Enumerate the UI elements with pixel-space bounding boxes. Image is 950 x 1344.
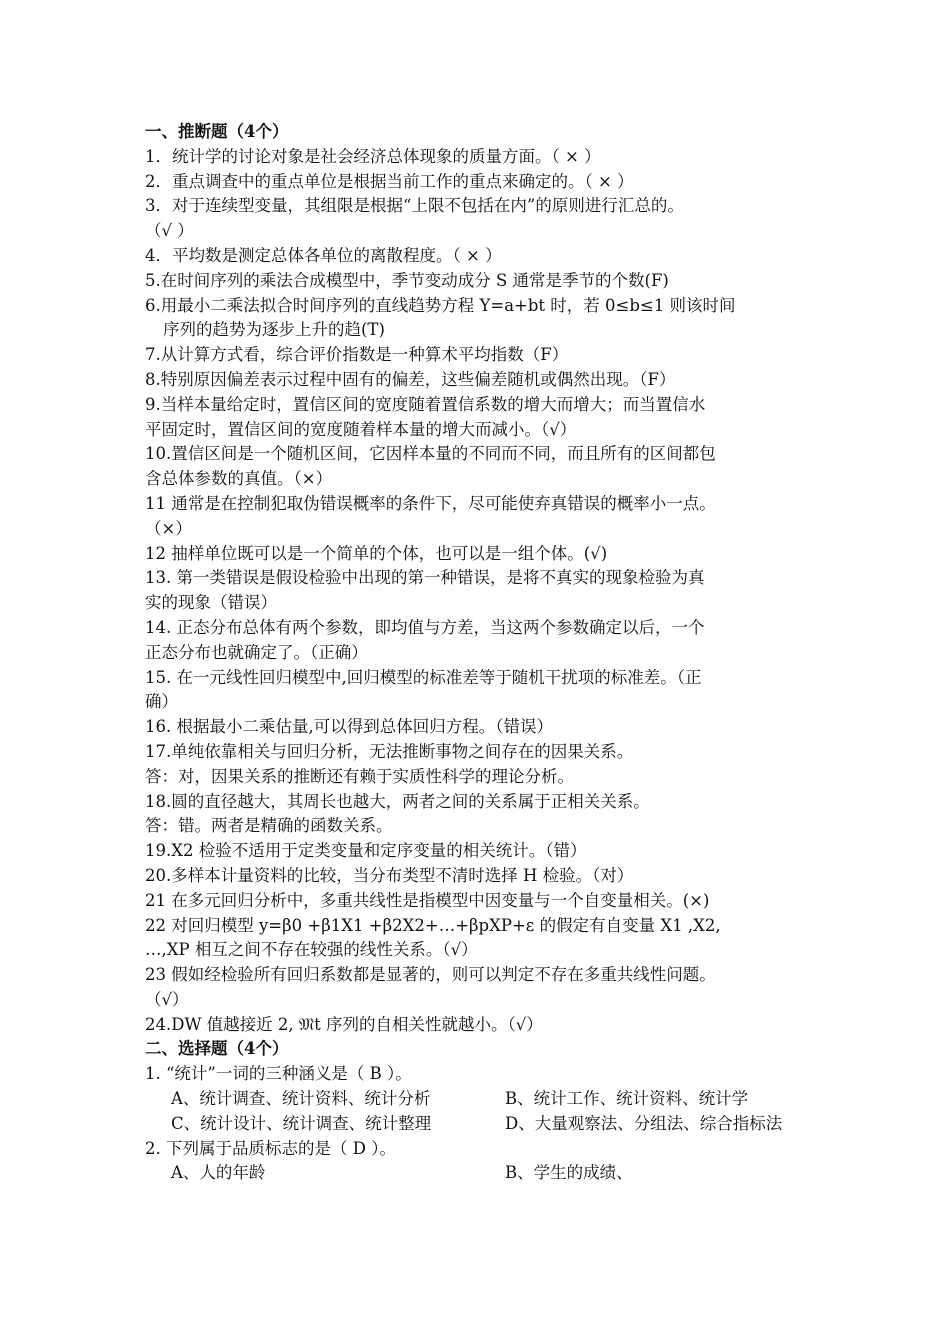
question-line: 序列的趋势为逐步上升的趋(T) — [163, 320, 385, 340]
section-heading: 一、推断题（4个） — [145, 122, 289, 141]
question-line: 3．对于连续型变量，其组限是根据“上限不包括在内”的原则进行汇总的。 — [145, 196, 684, 216]
section-heading: 二、选择题（4个） — [145, 1039, 289, 1059]
option-a: A、统计调查、统计资料、统计分析 — [171, 1089, 431, 1109]
question-line: …,XP 相互之间不存在较强的线性关系。（√） — [145, 940, 478, 960]
question-line: （√ ） — [145, 221, 194, 241]
question-line: 5.在时间序列的乘法合成模型中，季节变动成分 S 通常是季节的个数(F) — [145, 270, 669, 290]
question-line: 11 通常是在控制犯取伪错误概率的条件下，尽可能使弃真错误的概率小一点。 — [145, 493, 716, 513]
question-line: 14. 正态分布总体有两个参数，即均值与方差，当这两个参数确定以后，一个 — [145, 617, 705, 637]
question-line: 平固定时，置信区间的宽度随着样本量的增大而减小。（√） — [145, 419, 577, 439]
choice-question-stem: 2. 下列属于品质标志的是（ D ）。 — [145, 1138, 396, 1158]
question-line: 正态分布也就确定了。（正确） — [145, 642, 368, 662]
question-line: 13. 第一类错误是假设检验中出现的第一种错误，是将不真实的现象检验为真 — [145, 568, 705, 588]
option-b: B、统计工作、统计资料、统计学 — [505, 1089, 749, 1109]
question-line: 12 抽样单位既可以是一个简单的个体，也可以是一组个体。(√) — [145, 543, 608, 563]
question-line: 7.从计算方式看，综合评价指数是一种算术平均指数（F） — [145, 345, 569, 365]
choice-options-row — [145, 1161, 810, 1186]
question-line: 8.特别原因偏差表示过程中固有的偏差，这些偏差随机或偶然出现。（F） — [145, 369, 676, 389]
answer-line: 答：对，因果关系的推断还有赖于实质性科学的理论分析。 — [145, 766, 574, 786]
question-line: 17.单纯依靠相关与回归分析，无法推断事物之间存在的因果关系。 — [145, 741, 634, 761]
question-line: 1．统计学的讨论对象是社会经济总体现象的质量方面。（ × ） — [145, 146, 601, 166]
question-line: 含总体参数的真值。（×） — [145, 469, 333, 489]
question-line: （√） — [145, 989, 189, 1009]
question-line: 24.DW 值越接近 2, 𝔐t 序列的自相关性就越小。（√） — [145, 1014, 543, 1034]
option-b: B、学生的成绩、 — [505, 1163, 633, 1183]
option-c: C、统计设计、统计调查、统计整理 — [171, 1113, 432, 1133]
question-line: 2．重点调查中的重点单位是根据当前工作的重点来确定的。（ × ） — [145, 171, 634, 191]
question-line: 实的现象（错误） — [145, 593, 277, 613]
question-line: 15. 在一元线性回归模型中,回归模型的标准差等于随机干扰项的标准差。（正 — [145, 667, 702, 687]
question-line: 21 在多元回归分析中，多重共线性是指模型中因变量与一个自变量相关。(×) — [145, 890, 710, 910]
answer-line: 答：错。两者是精确的函数关系。 — [145, 816, 393, 836]
question-line: 6.用最小二乘法拟合时间序列的直线趋势方程 Y=a+bt 时，若 0≤b≤1 则该时间 — [145, 295, 736, 315]
question-line: 22 对回归模型 y=β0 +β1X1 +β2X2+…+βpXP+ε 的假定有自变量 X1 ,X2, — [145, 915, 721, 935]
document-body — [145, 120, 810, 1186]
choice-options-row — [145, 1112, 810, 1137]
choice-question-stem: 1. “统计”一词的三种涵义是（ B ）。 — [145, 1064, 412, 1084]
question-line: 18.圆的直径越大，其周长也越大，两者之间的关系属于正相关关系。 — [145, 791, 650, 811]
question-line: （×） — [145, 518, 192, 538]
choice-options-row — [145, 1087, 810, 1112]
question-line: 确） — [145, 692, 178, 712]
question-line: 16. 根据最小二乘估量,可以得到总体回归方程。（错误） — [145, 717, 553, 737]
question-line: 9.当样本量给定时，置信区间的宽度随着置信系数的增大而增大；而当置信水 — [145, 394, 706, 414]
question-line: 19.X2 检验不适用于定类变量和定序变量的相关统计。（错） — [145, 841, 587, 861]
question-line: 20.多样本计量资料的比较，当分布类型不清时选择 H 检验。（对） — [145, 865, 634, 885]
question-line: 4．平均数是测定总体各单位的离散程度。（ × ） — [145, 245, 502, 265]
option-a: A、人的年龄 — [171, 1163, 266, 1183]
option-d: D、大量观察法、分组法、综合指标法 — [505, 1113, 783, 1133]
question-line: 23 假如经检验所有回归系数都是显著的，则可以判定不存在多重共线性问题。 — [145, 965, 716, 985]
question-line: 10.置信区间是一个随机区间，它因样本量的不同而不同，而且所有的区间都包 — [145, 444, 716, 464]
